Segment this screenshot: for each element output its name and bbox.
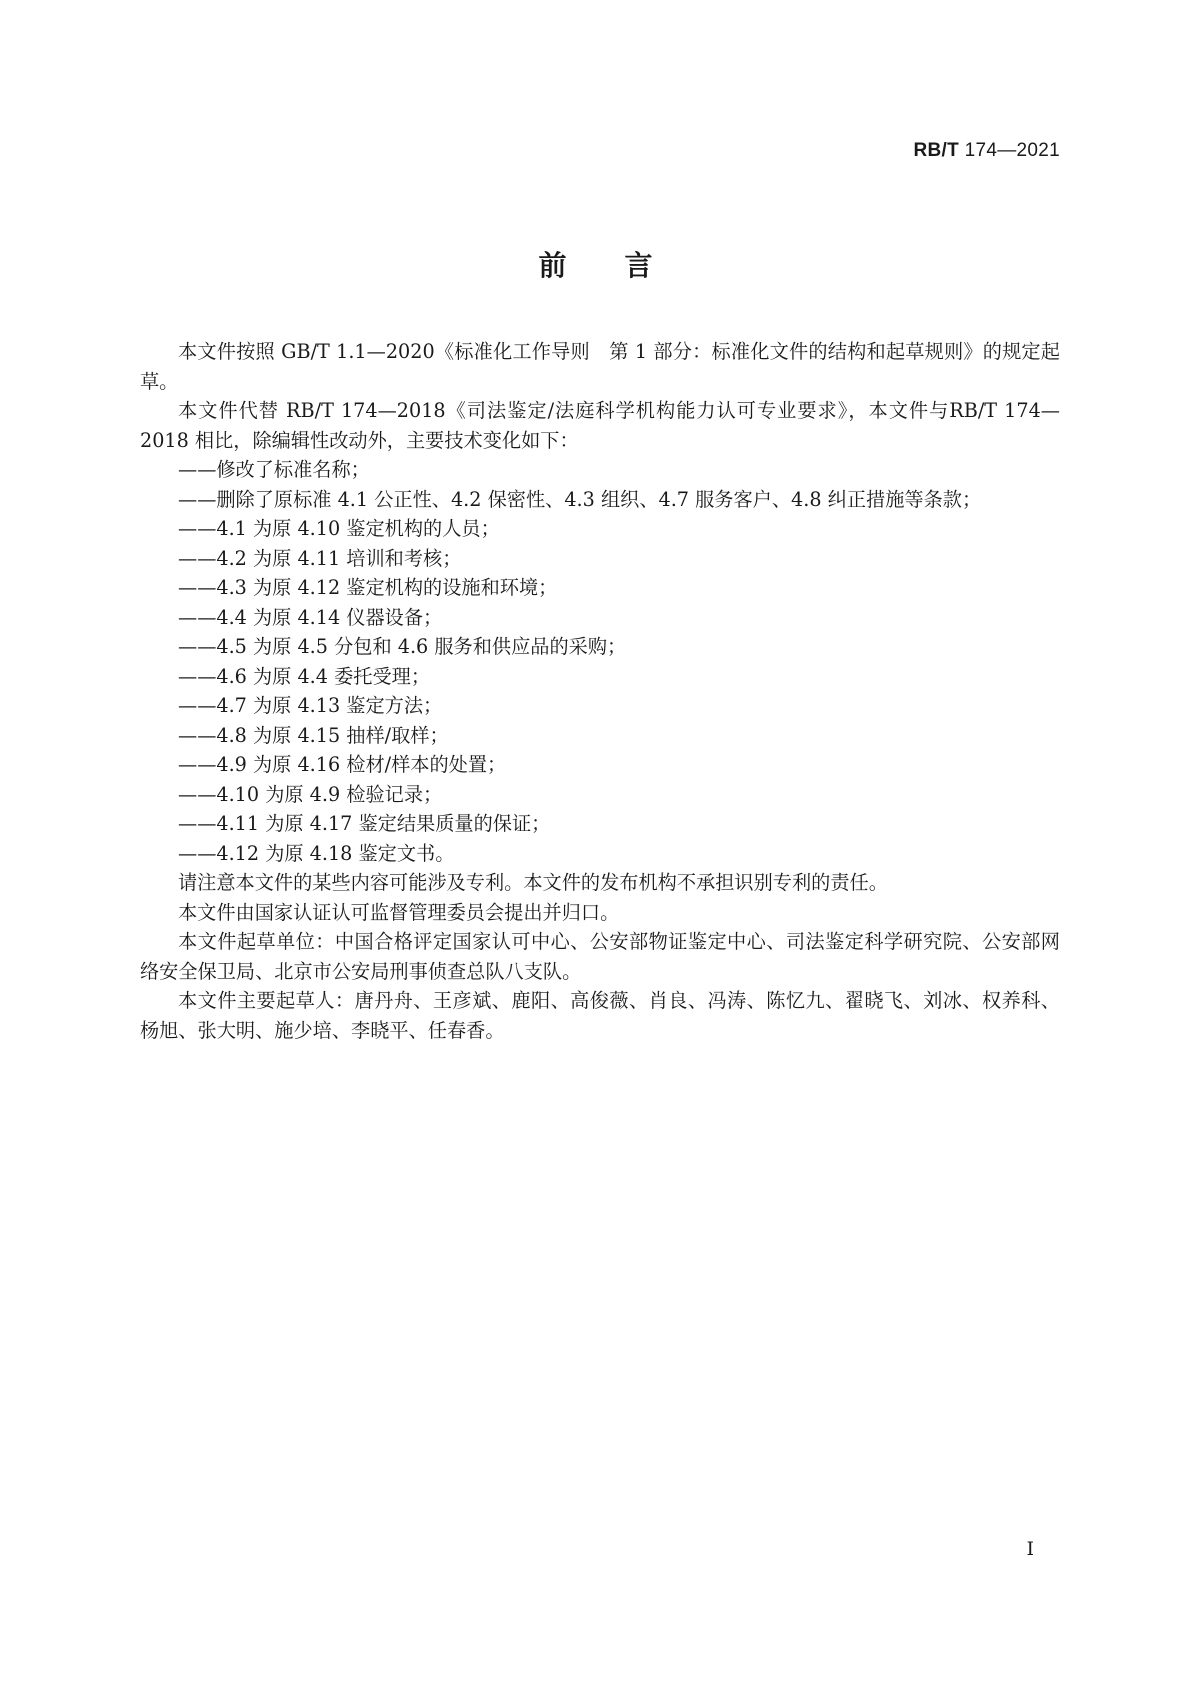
change-item: ——删除了原标准 4.1 公正性、4.2 保密性、4.3 组织、4.7 服务客户、4.8 纠正措施等条款；	[178, 487, 982, 511]
paragraph: 本文件起草单位：中国合格评定国家认可中心、公安部物证鉴定中心、司法鉴定科学研究院、公安部网络安全保卫局、北京市公安局刑事侦查总队八支队。	[140, 930, 1060, 983]
change-item: ——4.3 为原 4.12 鉴定机构的设施和环境；	[178, 576, 558, 599]
change-item: ——4.5 为原 4.5 分包和 4.6 服务和供应品的采购；	[178, 635, 627, 658]
paragraph: 本文件由国家认证认可监督管理委员会提出并归口。	[178, 900, 620, 924]
page-title: 前言	[538, 249, 711, 282]
paragraph: 本文件按照 GB/T 1.1—2020《标准化工作导则 第 1 部分：标准化文件的结构和起草规则》的规定起草。	[140, 340, 1060, 393]
paragraph: 本文件主要起草人：唐丹舟、王彦斌、鹿阳、高俊薇、肖良、冯涛、陈忆九、翟晓飞、刘冰、权养科、杨旭、张大明、施少培、李晓平、任春香。	[140, 989, 1060, 1042]
change-item: ——4.8 为原 4.15 抽样/取样；	[178, 723, 449, 747]
document-code-number: 174—2021	[964, 140, 1060, 161]
change-item: ——4.6 为原 4.4 委托受理；	[178, 664, 431, 688]
paragraph: 请注意本文件的某些内容可能涉及专利。本文件的发布机构不承担识别专利的责任。	[178, 871, 888, 894]
paragraph: 本文件代替 RB/T 174—2018《司法鉴定/法庭科学机构能力认可专业要求》，本文件与RB/T 174—2018 相比，除编辑性改动外，主要技术变化如下：	[140, 399, 1060, 452]
document-code-prefix: RB/T	[913, 140, 960, 161]
document-code	[914, 140, 1061, 162]
change-item: ——4.12 为原 4.18 鉴定文书。	[178, 841, 455, 865]
change-item: ——4.1 为原 4.10 鉴定机构的人员；	[178, 517, 500, 540]
change-item: ——4.9 为原 4.16 检材/样本的处置；	[178, 753, 507, 776]
change-item: ——4.7 为原 4.13 鉴定方法；	[178, 694, 443, 717]
page-number: I	[1026, 1538, 1034, 1560]
change-item: ——4.2 为原 4.11 培训和考核；	[178, 546, 462, 570]
change-item: ——4.4 为原 4.14 仪器设备；	[178, 605, 443, 629]
change-item: ——4.11 为原 4.17 鉴定结果质量的保证；	[178, 812, 551, 835]
change-item: ——4.10 为原 4.9 检验记录；	[178, 782, 443, 806]
document-body	[140, 337, 1060, 1045]
change-item: ——修改了标准名称；	[178, 458, 370, 481]
